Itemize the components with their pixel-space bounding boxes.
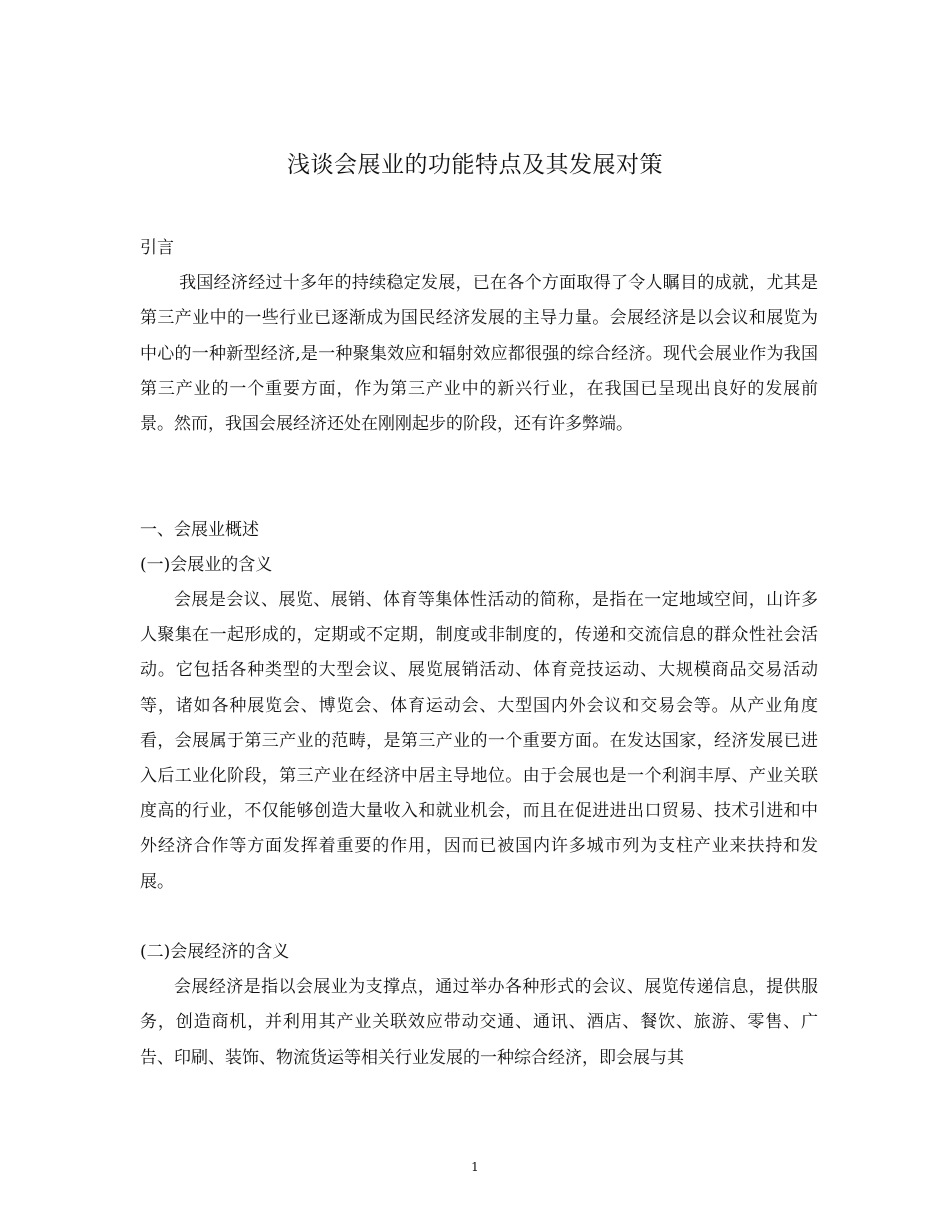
paragraph-gap	[140, 442, 818, 477]
subsection-heading-economy: (二)会展经济的含义	[140, 942, 290, 963]
section-heading-overview: 一、会展业概述	[140, 519, 259, 540]
paragraph-gap	[140, 477, 818, 512]
paragraph-gap	[140, 900, 818, 935]
document-body	[140, 231, 818, 1076]
subsection-paragraph-economy: 会展经济是指以会展业为支撑点，通过举办各种形式的会议、展览传递信息，提供服务，创造商机，并利用其产业关联效应带动交通、通讯、酒店、餐饮、旅游、零售、广告、印刷、装饰、物流货运等相关行业发展的一种综合经济，即会展与其	[140, 977, 818, 1068]
subsection-heading-meaning: (一)会展业的含义	[140, 554, 273, 575]
intro-heading: 引言	[140, 238, 174, 258]
document-title: 浅谈会展业的功能特点及其发展对策	[287, 152, 663, 178]
subsection-paragraph-meaning: 会展是会议、展览、展销、体育等集体性活动的简称，是指在一定地域空间，山许多人聚集在一起形成的，定期或不定期，制度或非制度的，传递和交流信息的群众性社会活动。它包括各种类型的大型会议、展览展销活动、体育竞技运动、大规模商品交易活动等，诸如各种展览会、博览会、体育运动会、大型国内外会议和交易会等。从产业角度看，会展属于第三产业的范畴，是第三产业的一个重要方面。在发达国家，经济发展已进入后工业化阶段，第三产业在经济中居主导地位。由于会展也是一个利润丰厚、产业关联度高的行业，不仅能够创造大量收入和就业机会，而且在促进进出口贸易、技术引进和中外经济合作等方面发挥着重要的作用，因而已被国内许多城市列为支柱产业来扶持和发展。	[140, 590, 818, 892]
page-number: 1	[471, 1160, 479, 1174]
intro-paragraph: 我国经济经过十多年的持续稳定发展，已在各个方面取得了令人瞩目的成就，尤其是第三产业中的一些行业已逐渐成为国民经济发展的主导力量。会展经济是以会议和展览为中心的一种新型经济,是一种聚集效应和辐射效应都很强的综合经济。现代会展业作为我国第三产业的一个重要方面，作为第三产业中的新兴行业，在我国已呈现出良好的发展前景。然而，我国会展经济还处在刚刚起步的阶段，还有许多弊端。	[140, 273, 818, 435]
